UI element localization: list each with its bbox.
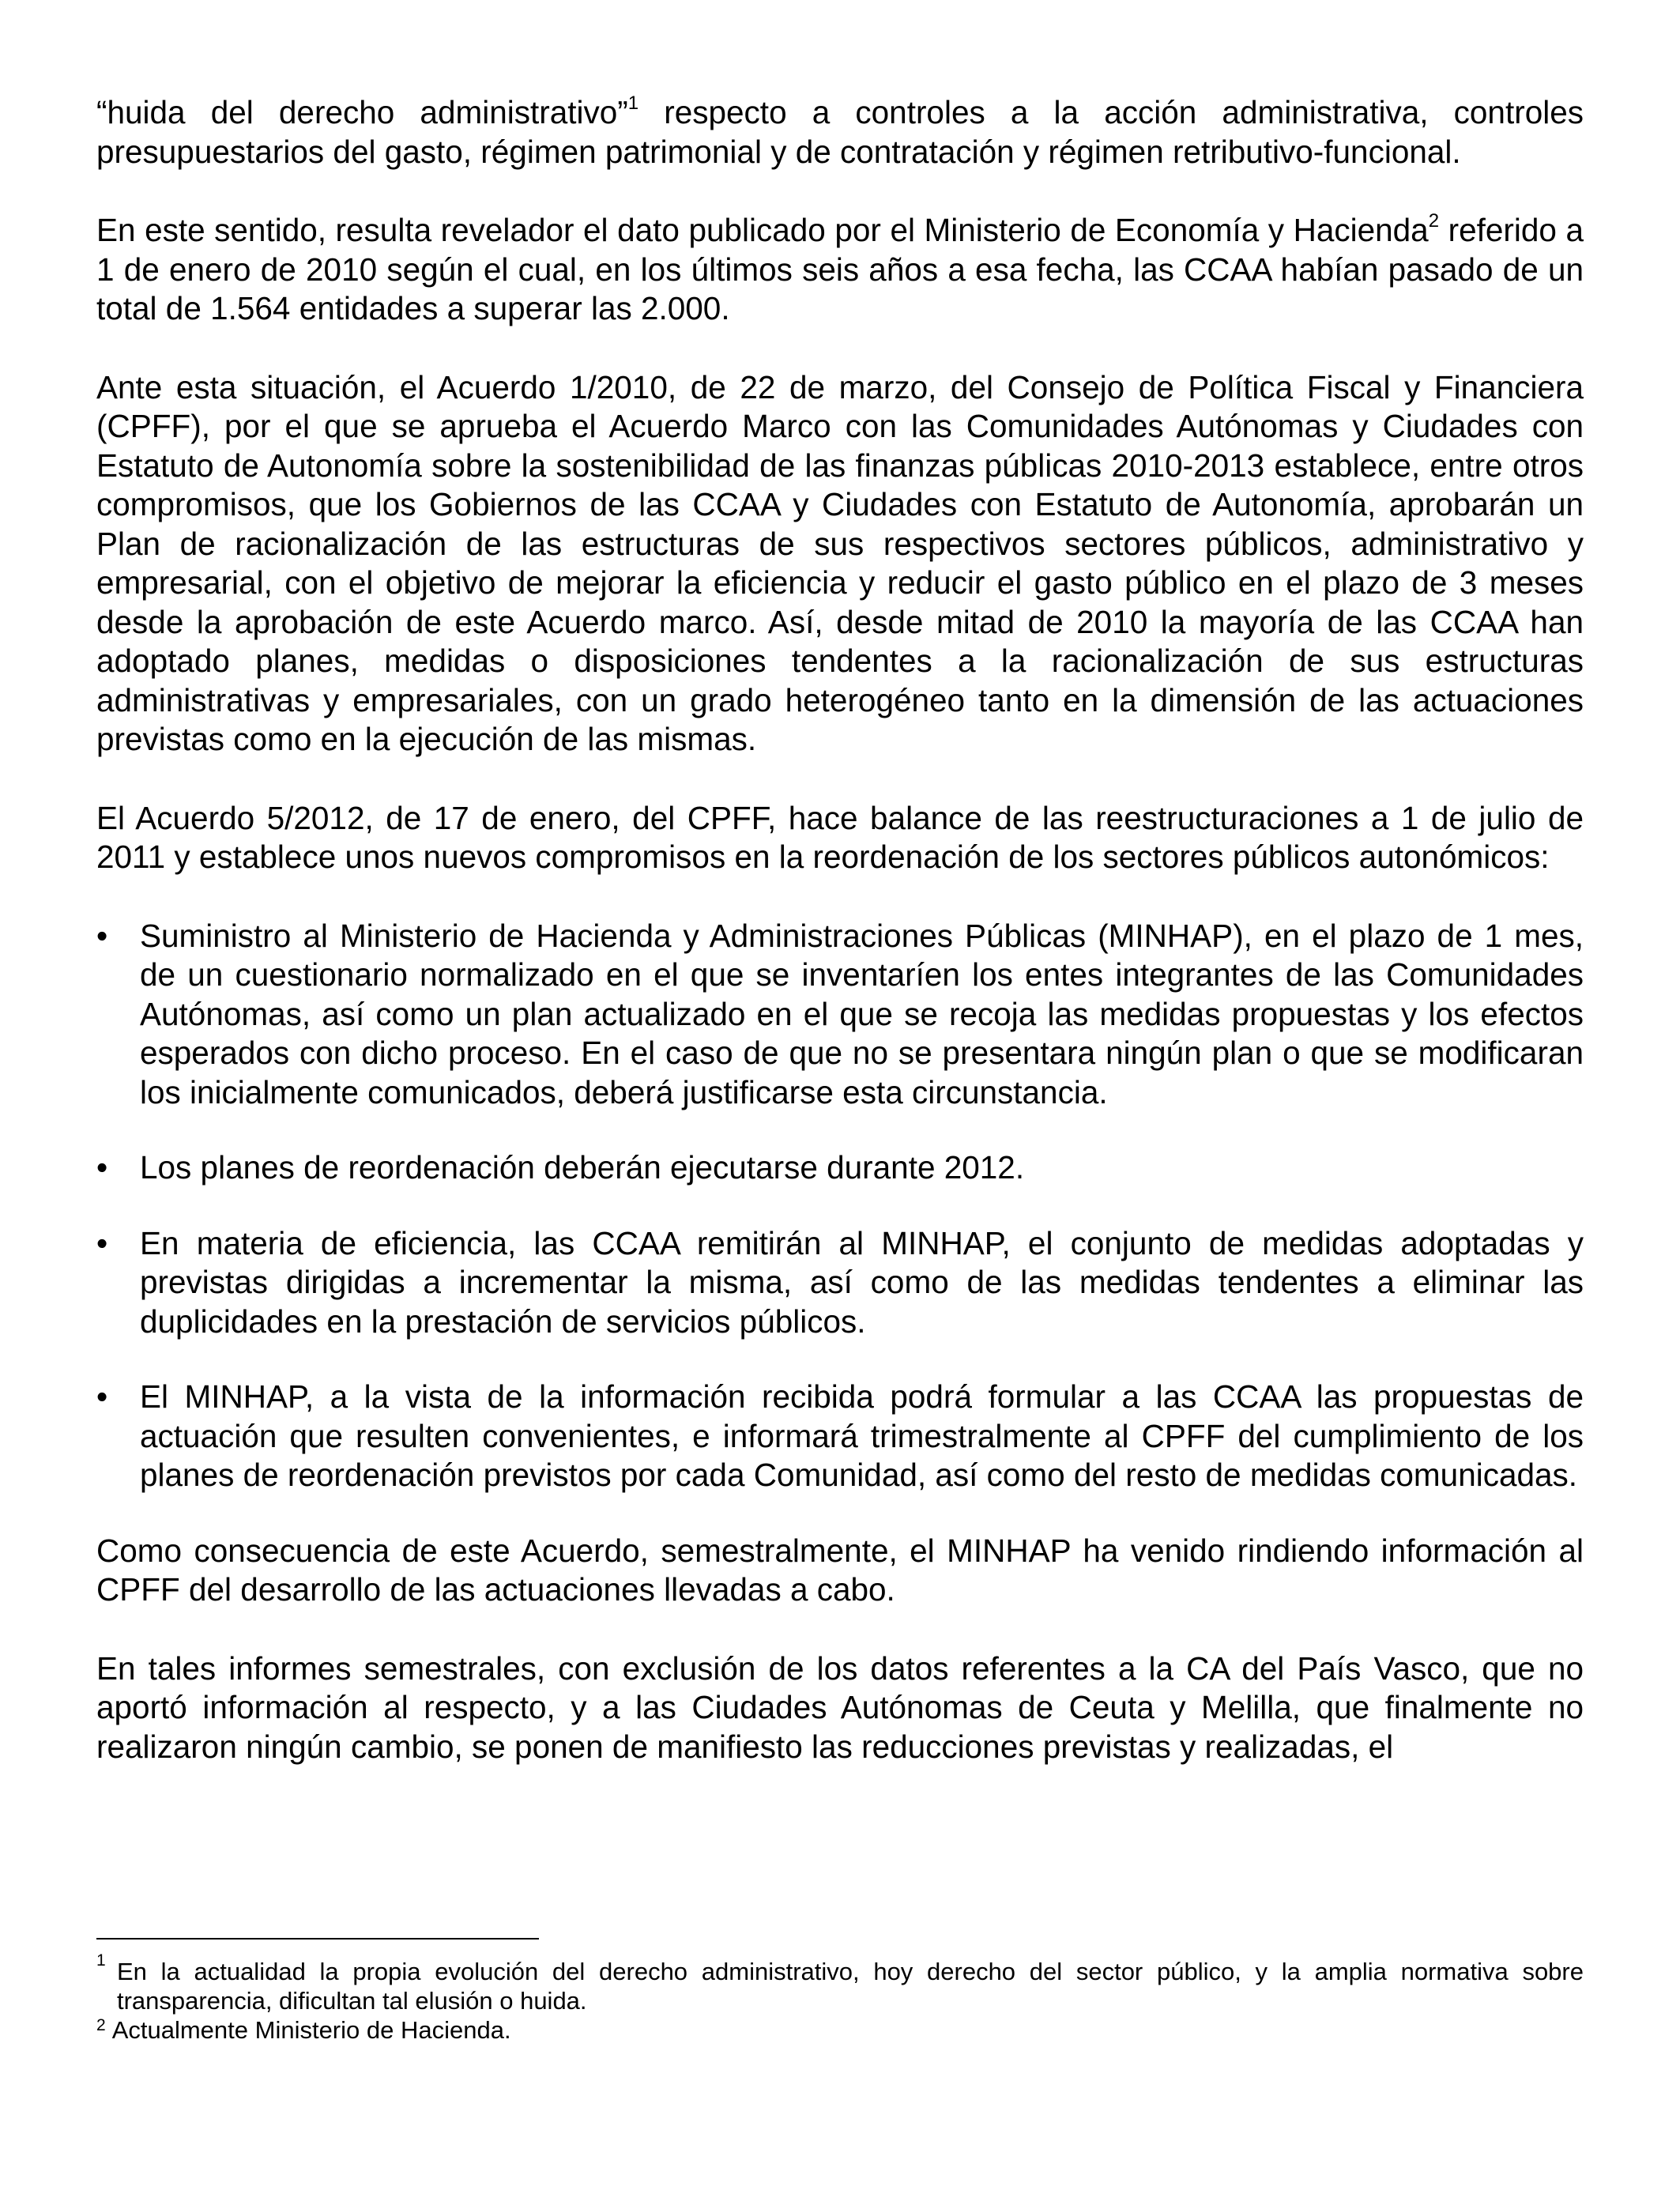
bullet-icon: • <box>96 917 108 954</box>
footnote-number: 1 <box>96 1951 106 1970</box>
footnote-reference[interactable]: 2 <box>1428 209 1440 232</box>
footnotes <box>96 1951 1584 2045</box>
paragraph-text: “huida del derecho administrativo” <box>96 94 628 130</box>
paragraph-3: Ante esta situación, el Acuerdo 1/2010, de 22 de marzo, del Consejo de Política Fiscal y Financiera (CPFF), por el que se aprueba el Acuerdo Marco con las Comunidades Autónomas y Ciudades con Estatuto de Autonomía sobre la sostenibilidad de las finanzas públicas 2010-2013 establece, entre otros compromisos, que los Gobiernos de las CCAA y Ciudades con Estatuto de Autonomía, aprobarán un Plan de racionalización de las estructuras de sus respectivos sectores públicos, administrativo y empresarial, con el objetivo de mejorar la eficiencia y reducir el gasto público en el plazo de 3 meses desde la aprobación de este Acuerdo marco. Así, desde mitad de 2010 la mayoría de las CCAA han adoptado planes, medidas o disposiciones tendentes a la racionalización de sus estructuras administrativas y empresariales, con un grado heterogéneo tanto en la dimensión de las actuaciones previstas como en la ejecución de las mismas. <box>96 368 1584 757</box>
list-item <box>96 1378 1584 1495</box>
list-item <box>96 1148 1584 1188</box>
paragraph-5: Como consecuencia de este Acuerdo, semestralmente, el MINHAP ha venido rindiendo información al CPFF del desarrollo de las actuaciones llevadas a cabo. <box>96 1532 1584 1608</box>
paragraph-text: respecto a controles a la acción administrativa, controles presupuestarios del gasto, régimen patrimonial y de contratación y régimen retributivo-funcional. <box>96 94 1584 170</box>
footnote-number: 2 <box>96 2016 106 2034</box>
list-item-text: En materia de eficiencia, las CCAA remitirán al MINHAP, el conjunto de medidas adoptadas y previstas dirigidas a incrementar la misma, así como de las medidas tendentes a eliminar las duplicidades en la prestación de servicios públicos. <box>140 1224 1584 1340</box>
list-item-text: Suministro al Ministerio de Hacienda y Administraciones Públicas (MINHAP), en el plazo de 1 mes, de un cuestionario normalizado en el que se inventaríen los entes integrantes de las Comunidades Autónomas, así como un plan actualizado en el que se recoja las medidas propuestas y los efectos esperados con dicho proceso. En el caso de que no se presentara ningún plan o que se modificaran los inicialmente comunicados, deberá justificarse esta circunstancia. <box>140 917 1584 1110</box>
document-body <box>96 93 1584 1766</box>
paragraph-text: En este sentido, resulta revelador el dato publicado por el Ministerio de Economía y Hacienda <box>96 212 1429 248</box>
bullet-icon: • <box>96 1224 108 1261</box>
footnote-text: Actualmente Ministerio de Hacienda. <box>111 2016 511 2044</box>
bullet-icon: • <box>96 1149 108 1186</box>
paragraph-2 <box>96 211 1584 329</box>
bullet-icon: • <box>96 1378 108 1415</box>
list-item <box>96 917 1584 1113</box>
footnote-1 <box>96 1951 1584 2015</box>
paragraph-4: El Acuerdo 5/2012, de 17 de enero, del CPFF, hace balance de las reestructuraciones a 1 de julio de 2011 y establece unos nuevos compromisos en la reordenación de los sectores públicos autonómicos: <box>96 799 1584 875</box>
paragraph-text: referido a 1 de enero de 2010 según el cual, en los últimos seis años a esa fecha, las CCAA habían pasado de un total de 1.564 entidades a superar las 2.000. <box>96 212 1584 326</box>
commitments-list <box>96 917 1584 1495</box>
list-item <box>96 1224 1584 1342</box>
footnote-2 <box>96 2015 1584 2045</box>
paragraph-1 <box>96 93 1584 172</box>
list-item-text: Los planes de reordenación deberán ejecutarse durante 2012. <box>140 1149 1025 1186</box>
footnote-text: En la actualidad la propia evolución del derecho administrativo, hoy derecho del sector público, y la amplia normativa sobre transparencia, dificultan tal elusión o huida. <box>117 1958 1584 2015</box>
list-item-text: El MINHAP, a la vista de la información recibida podrá formular a las CCAA las propuestas de actuación que resulten convenientes, e informará trimestralmente al CPFF del cumplimiento de los planes de reordenación previstos por cada Comunidad, así como del resto de medidas comunicadas. <box>140 1378 1584 1493</box>
footnote-reference[interactable]: 1 <box>627 92 639 114</box>
footnote-separator <box>96 1938 539 1940</box>
paragraph-6: En tales informes semestrales, con exclusión de los datos referentes a la CA del País Vasco, que no aportó información al respecto, y a las Ciudades Autónomas de Ceuta y Melilla, que finalmente no realizaron ningún cambio, se ponen de manifiesto las reducciones previstas y realizadas, el <box>96 1649 1584 1765</box>
